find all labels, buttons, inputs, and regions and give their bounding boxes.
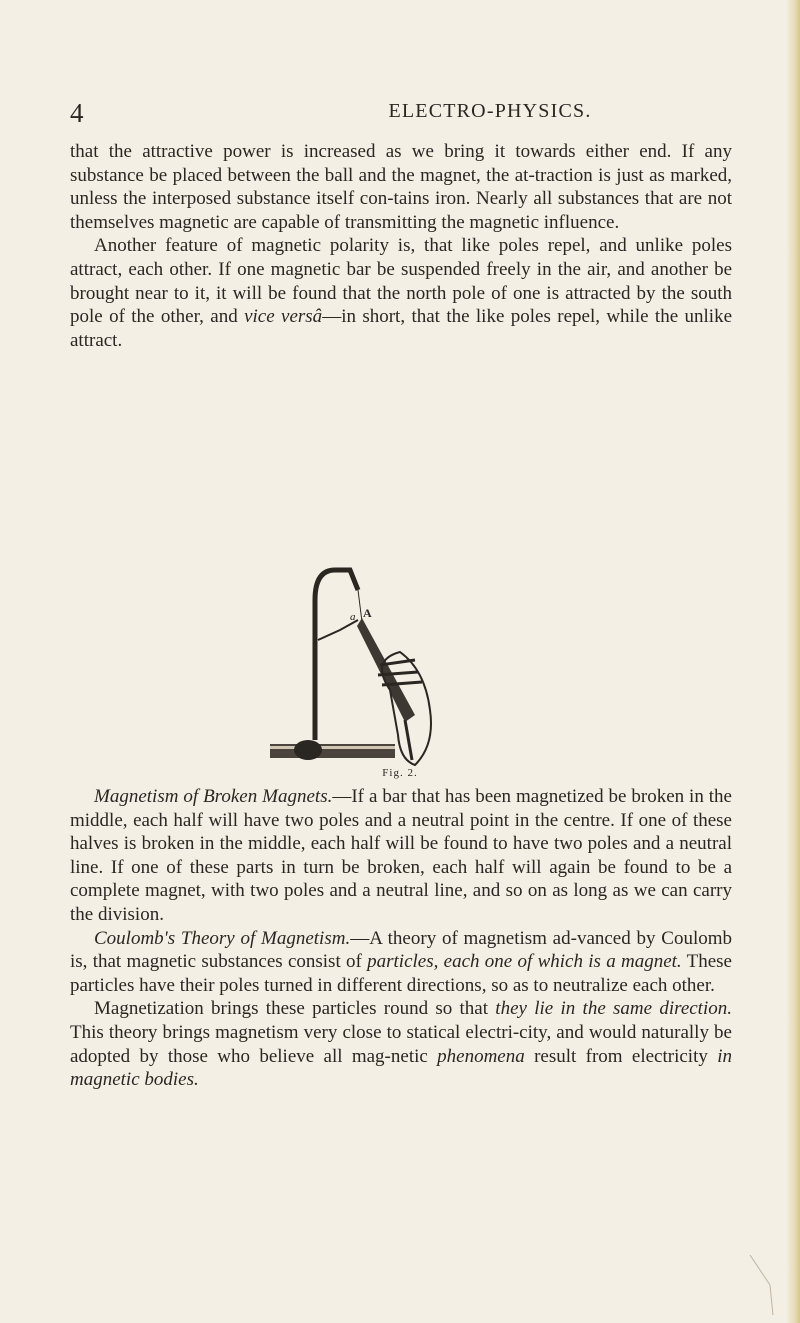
text-block-top: [70, 140, 732, 352]
paragraph: [70, 234, 732, 352]
page-header: [70, 98, 760, 128]
italic-text: in magnetic bodies.: [70, 1045, 732, 1091]
paragraph: that the attractive power is increased as we bring it towards either end. If any substance be placed between the ball and the magnet, the at-traction is just as marked, unless the interposed substance itself con-tains iron. Nearly all substances that are not themselves magnetic are capable of transmitting the magnetic influence.: [70, 141, 732, 233]
paragraph: [70, 997, 732, 1091]
stray-mark: [745, 1255, 785, 1315]
text-block-bottom: [70, 785, 732, 1092]
running-title: ELECTRO-PHYSICS.: [388, 100, 592, 122]
base-magnet-highlight: [270, 746, 395, 749]
thread: [358, 590, 362, 622]
paragraph-text: —A theory of magnetism ad-vanced by Coulomb is, that magnetic substances consist of: [70, 927, 732, 973]
label-A: A: [363, 606, 372, 620]
paragraph-text: —If a bar that has been magnetized be broken in the middle, each half will have two poles and a neutral point in the centre. If one of these halves is broken in the middle, each half will be found to have two poles and a neutral line. If one of these parts in turn be broken, each half will again be found to be a complete magnet, with two poles and a neutral line, and so on as long as we can carry the division.: [70, 786, 732, 925]
paragraph-text: —in short, that the like poles repel, while the unlike attract.: [70, 306, 732, 351]
page-number: 4: [70, 98, 84, 128]
italic-text: particles, each one of which is a magnet.: [367, 951, 682, 973]
italic-text: vice versâ: [244, 306, 323, 328]
held-magnet: [357, 618, 415, 722]
italic-text: phenomena: [437, 1045, 525, 1067]
page-edge: [786, 0, 800, 1323]
paragraph-text: Magnetization brings these particles round so that: [94, 998, 496, 1020]
suspended-bar: [318, 620, 358, 640]
paragraph-text: These particles have their poles turned in different directions, so as to neutralize each other.: [70, 951, 732, 996]
stand-arm: [315, 570, 358, 740]
paragraph-text: result from electricity: [524, 1045, 718, 1067]
paragraph-text: This theory brings magnetism very close to statical electri-city, and would naturally be adopted by those who believe all mag-netic: [70, 1021, 732, 1067]
section-heading: Coulomb's Theory of Magnetism.: [94, 927, 351, 949]
figure-caption: Fig. 2.: [382, 767, 418, 779]
section-heading: Magnetism of Broken Magnets.: [94, 786, 333, 807]
label-a: a: [350, 611, 356, 623]
paragraph-text: Another feature of magnetic polarity is, that like poles repel, and unlike poles attract, each other. If one magnetic bar be suspended freely in the air, and another be brought near to it, it will be found that the north pole of one is attracted by the south pole of the other, and: [70, 235, 732, 328]
italic-text: they lie in the same direction.: [495, 998, 732, 1020]
magnet-figure: [240, 560, 600, 775]
base-magnet-end: [294, 740, 322, 760]
paragraph: [70, 785, 732, 927]
held-magnet-tip: [405, 720, 412, 760]
paragraph: [70, 927, 732, 998]
